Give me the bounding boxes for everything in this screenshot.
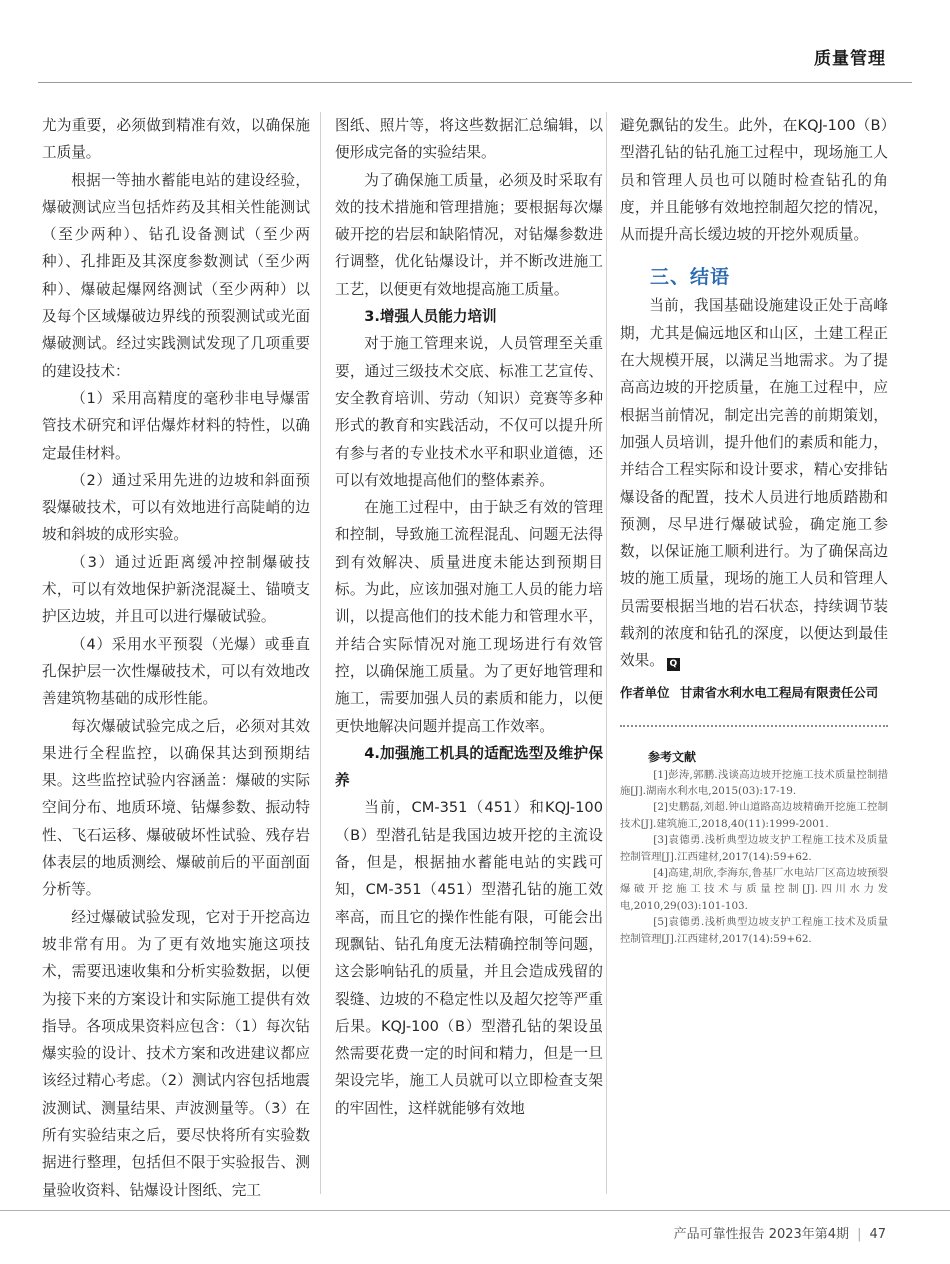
- author-label: 作者单位: [620, 684, 670, 700]
- subheading: 3.增强人员能力培训: [364, 308, 497, 326]
- text-column-2: [335, 112, 603, 1122]
- references-title: 参考文献: [648, 749, 697, 764]
- column-divider-2: [606, 112, 607, 1194]
- paragraph: （4）采用水平预裂（光爆）或垂直孔保护层一次性爆破技术，可以有效地改善建筑物基础的成形性能。: [42, 635, 310, 708]
- paragraph: 避免飘钻的发生。此外，在KQJ-100（B）型潜孔钻的钻孔施工过程中，现场施工人员和管理人员也可以随时检查钻孔的角度，并且能够有效地控制超欠挖的情况，从而提升高长缓边坡的开挖外观质量。: [620, 117, 888, 244]
- paragraph: 对于施工管理来说，人员管理至关重要，通过三级技术交底、标准工艺宣传、安全教育培训、劳动（知识）竞赛等多种形式的教育和实践活动，不仅可以提升所有参与者的专业技术水平和职业道德，还可以有效地提高他们的整体素养。: [335, 335, 603, 489]
- paragraph: 为了确保施工质量，必须及时采取有效的技术措施和管理措施；要根据每次爆破开挖的岩层和缺陷情况，对钻爆参数进行调整，优化钻爆设计，并不断改进施工工艺，以便更有效地提高施工质量。: [335, 171, 603, 298]
- page-footer: [674, 1226, 886, 1244]
- dotted-divider: [620, 725, 888, 727]
- reference-item: [3]袁德勇.浅析典型边坡支护工程施工技术及质量控制管理[J].江西建材,2017(14):59+62.: [620, 834, 888, 863]
- footer-rule: [0, 1210, 950, 1211]
- journal-issue: 产品可靠性报告 2023年第4期: [673, 1227, 850, 1242]
- paragraph: （1）采用高精度的毫秒非电导爆雷管技术研究和评估爆炸材料的特性，以确定最佳材料。: [42, 389, 310, 462]
- column-divider-1: [320, 112, 321, 1194]
- conclusion-paragraph: [620, 292, 888, 674]
- paragraph: （2）通过采用先进的边坡和斜面预裂爆破技术，可以有效地进行高陡峭的边坡和斜坡的成形实验。: [42, 471, 310, 544]
- page-header-title: 质量管理: [814, 49, 886, 69]
- paragraph: 每次爆破试验完成之后，必须对其效果进行全程监控，以确保其达到预期结果。这些监控试验内容涵盖：爆破的实际空间分布、地质环境、钻爆参数、振动特性、飞石运移、爆破破坏性试验、残存岩体表层的地质测绘、爆破前后的平面剖面分析等。: [42, 717, 310, 899]
- paragraph: 图纸、照片等，将这些数据汇总编辑，以便形成完备的实验结果。: [335, 117, 603, 162]
- reference-item: [5]袁德勇.浅析典型边坡支护工程施工技术及质量控制管理[J].江西建材,2017(14):59+62.: [620, 916, 888, 945]
- conclusion-text: 当前，我国基础设施建设正处于高峰期，尤其是偏远地区和山区，土建工程正在大规模开展，以满足当地需求。为了提高高边坡的开挖质量，在施工过程中，应根据当前情况，制定出完善的前期策划，加强人员培训，提升他们的素质和能力，并结合工程实际和设计要求，精心安排钻爆设备的配置，技术人员进行地质踏勘和预测，尽早进行爆破试验，确定施工参数，以保证施工顺利进行。为了确保高边坡的施工质量，现场的施工人员和管理人员需要根据当地的岩石状态，持续调节装载剂的浓度和钻孔的深度，以便达到最佳效果。: [620, 297, 888, 670]
- footer-separator: |: [857, 1227, 862, 1242]
- header-rule: [38, 82, 912, 83]
- text-column-1: [42, 112, 310, 1204]
- reference-item: [2]史鹏磊,刘超.钟山道路高边坡精确开挖施工控制技术[J].建筑施工,2018,40(11):1999-2001.: [620, 801, 888, 830]
- paragraph: 在施工过程中，由于缺乏有效的管理和控制，导致施工流程混乱、问题无法得到有效解决、质量进度未能达到预期目标。为此，应该加强对施工人员的能力培训，以提高他们的技术能力和管理水平，并结合实际情况对施工现场进行有效管控，以确保施工质量。为了更好地管理和施工，需要加强人员的素质和能力，以便更快地解决问题并提高工作效率。: [335, 499, 603, 735]
- author-org: 甘肃省水利水电工程局有限责任公司: [679, 684, 879, 700]
- paragraph: 经过爆破试验发现，它对于开挖高边坡非常有用。为了更有效地实施这项技术，需要迅速收集和分析实验数据，以便为接下来的方案设计和实际施工提供有效指导。各项成果资料应包含：（1）每次钻爆实验的设计、技术方案和改进建议都应该经过精心考虑。（2）测试内容包括地震波测试、测量结果、声波测量等。（3）在所有实验结束之后，要尽快将所有实验数据进行整理，包括但不限于实验报告、测量验收资料、钻爆设计图纸、完工: [42, 908, 310, 1199]
- subheading: 4.加强施工机具的适配选型及维护保养: [335, 744, 603, 790]
- page-number: 47: [869, 1227, 886, 1242]
- end-mark-icon: Q: [667, 658, 680, 671]
- paragraph: 当前，CM-351（451）和KQJ-100（B）型潜孔钻是我国边坡开挖的主流设备，但是，根据抽水蓄能电站的实践可知，CM-351（451）型潜孔钻的施工效率高，而且它的操作性能有限，可能会出现飘钻、钻孔角度无法精确控制等问题，这会影响钻孔的质量，并且会造成残留的裂缝、边坡的不稳定性以及超欠挖等严重后果。KQJ-100（B）型潜孔钻的架设虽然需要花费一定的时间和精力，但是一旦架设完毕，施工人员就可以立即检查支架的牢固性，这样就能够有效地: [335, 799, 603, 1117]
- reference-item: [1]彭涛,郭鹏.浅谈高边坡开挖施工技术质量控制措施[J].湖南水利水电,2015(03):17-19.: [620, 768, 888, 798]
- section-heading: 三、结语: [650, 266, 731, 289]
- author-affiliation: [620, 683, 888, 703]
- paragraph: （3）通过近距离缓冲控制爆破技术，可以有效地保护新浇混凝土、锚喷支护区边坡，并且可以进行爆破试验。: [42, 553, 310, 626]
- reference-item: [4]高建,胡欣,李海东,鲁基厂水电站厂区高边坡预裂爆破开挖施工技术与质量控制[J].四川水力发电,2010,29(03):101-103.: [620, 867, 888, 912]
- paragraph: 尤为重要，必须做到精准有效，以确保施工质量。: [42, 117, 310, 162]
- paragraph: 根据一等抽水蓄能电站的建设经验，爆破测试应当包括炸药及其相关性能测试（至少两种）、钻孔设备测试（至少两种）、孔排距及其深度参数测试（至少两种）、爆破起爆网络测试（至少两种）以及每个区域爆破边界线的预裂测试或光面爆破测试。经过实践测试发现了几项重要的建设技术：: [42, 171, 310, 380]
- text-column-3: [620, 112, 888, 947]
